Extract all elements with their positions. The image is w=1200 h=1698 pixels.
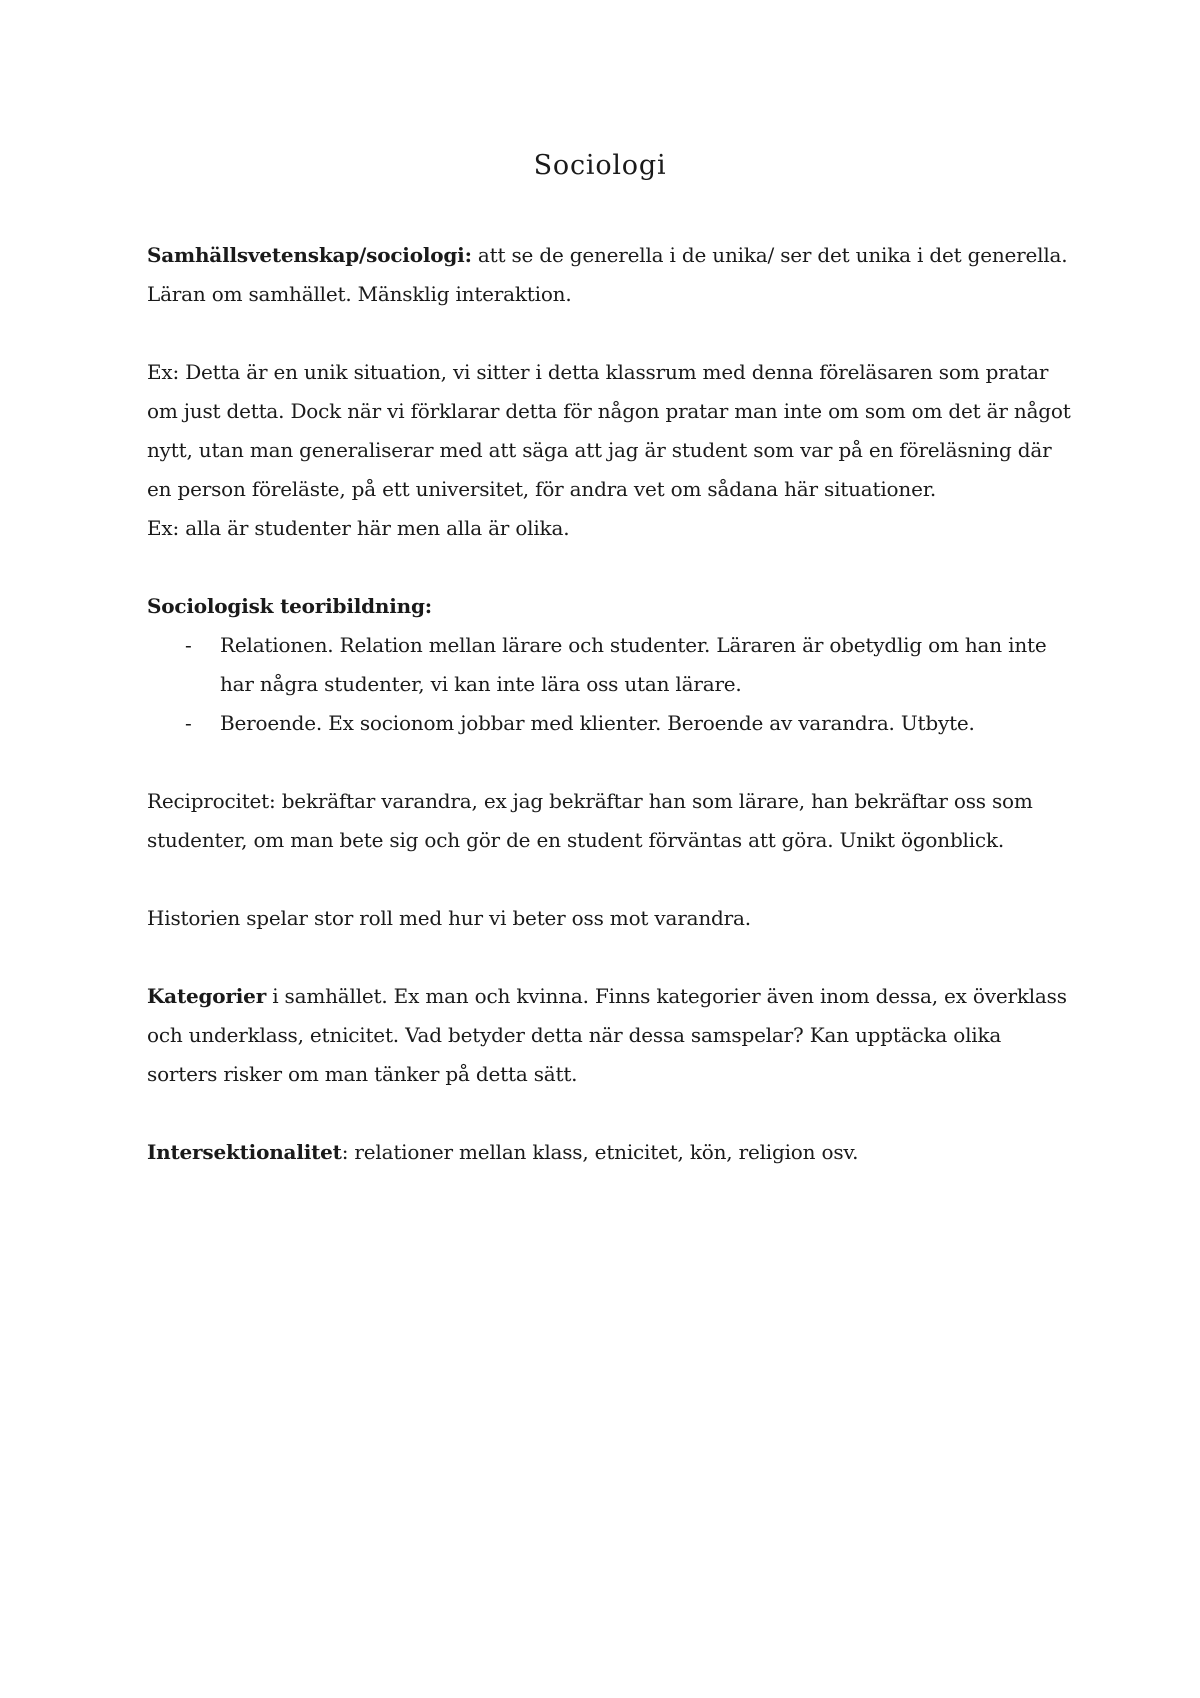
dash-bullet: -	[185, 633, 192, 657]
paragraph-reciprocity	[147, 782, 1077, 860]
example-label: Ex:	[147, 360, 180, 384]
paragraph-text: Reciprocitet: bekräftar varandra, ex jag bekräftar han som lärare, han bekräftar oss som studenter, om man bete sig och gör de en student förväntas att göra. Unikt ögonblick.	[147, 789, 1033, 852]
paragraph-text: att se de generella i de unika/ ser det unika i det generella. Läran om samhället. Mänsklig interaktion.	[147, 243, 1068, 306]
paragraph-intersectionality	[147, 1133, 1077, 1172]
paragraph-text: Detta är en unik situation, vi sitter i detta klassrum med denna föreläsaren som pratar om just detta. Dock när vi förklarar detta för någon pratar man inte om som om det är något nytt, utan man generaliserar med att säga att jag är student som var på en föreläsning där en person föreläste, på ett universitet, för andra vet om sådana här situationer.	[147, 360, 1071, 501]
term-label: Sociologisk teoribildning:	[147, 594, 432, 618]
paragraph-theory-heading	[147, 587, 1077, 626]
page-title: Sociologi	[533, 150, 667, 181]
paragraph-example	[147, 353, 1077, 509]
theory-list	[147, 626, 1077, 743]
paragraph-example-2	[147, 509, 1077, 548]
list-item-text: Beroende. Ex socionom jobbar med klienter. Beroende av varandra. Utbyte.	[220, 711, 975, 735]
paragraph-definition	[147, 236, 1077, 314]
term-label: Intersektionalitet	[147, 1140, 342, 1164]
paragraph-text: alla är studenter här men alla är olika.	[179, 516, 570, 540]
list-item	[147, 704, 1077, 743]
list-item-text: Relationen. Relation mellan lärare och studenter. Läraren är obetydlig om han inte har några studenter, vi kan inte lära oss utan lärare.	[220, 633, 1047, 696]
example-label: Ex:	[147, 516, 180, 540]
dash-bullet: -	[185, 711, 192, 735]
term-label: Samhällsvetenskap/sociologi:	[147, 243, 472, 267]
paragraph-categories	[147, 977, 1077, 1094]
paragraph-history	[147, 899, 1077, 938]
document-body	[147, 236, 1077, 1211]
paragraph-text: i samhället. Ex man och kvinna. Finns kategorier även inom dessa, ex överklass och underklass, etnicitet. Vad betyder detta när dessa samspelar? Kan upptäcka olika sorters risker om man tänker på detta sätt.	[147, 984, 1067, 1086]
list-item	[147, 626, 1077, 704]
term-label: Kategorier	[147, 984, 267, 1008]
paragraph-text: : relationer mellan klass, etnicitet, kön, religion osv.	[341, 1140, 859, 1164]
paragraph-text: Historien spelar stor roll med hur vi beter oss mot varandra.	[147, 906, 751, 930]
